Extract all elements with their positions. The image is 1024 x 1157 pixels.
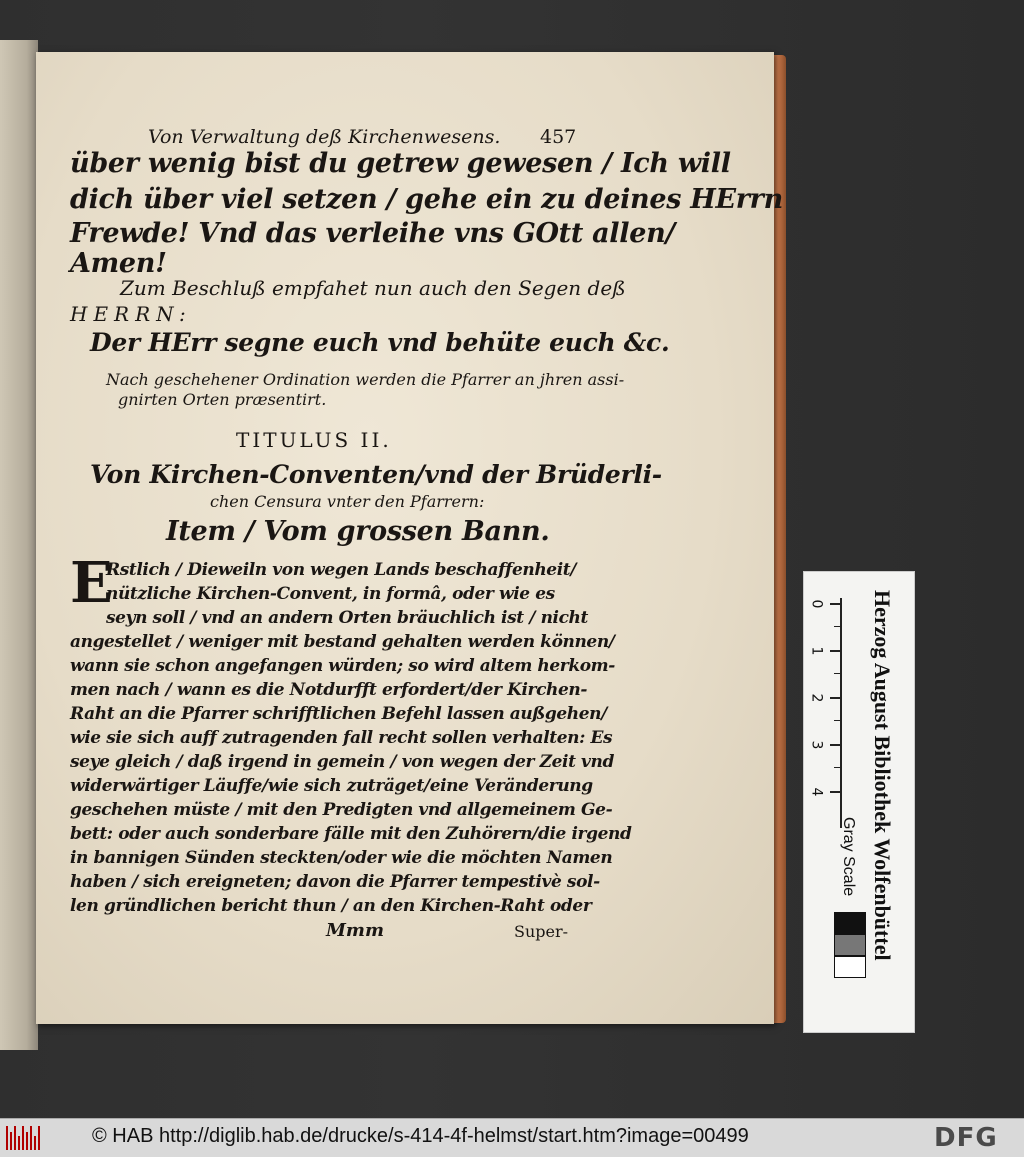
book-page [36, 52, 783, 1024]
body-line: haben / sich ereigneten; davon die Pfarrer tempestivè sol- [70, 872, 600, 892]
ruler-number: 2 [808, 693, 825, 703]
swatch-white [834, 956, 866, 978]
body-line: Rstlich / Dieweiln von wegen Lands beschaffenheit/ [106, 560, 577, 580]
body-line: seyn soll / vnd an andern Orten bräuchlich ist / nicht [106, 608, 588, 628]
gray-scale-label: Gray Scale [840, 817, 857, 897]
body-line: men nach / wann es die Notdurfft erfordert/der Kirchen- [70, 680, 588, 700]
footer-bar [0, 1118, 1024, 1157]
dfg-logo: DFG [934, 1123, 998, 1153]
signature-mark: Mmm [326, 920, 385, 941]
running-header: Von Verwaltung deß Kirchenwesens. [148, 126, 501, 148]
previous-page-edge [0, 40, 38, 1050]
text-line: Nach geschehener Ordination werden die Pfarrer an jhren assi- [106, 370, 625, 389]
body-line: len gründlichen bericht thun / an den Kirchen-Raht oder [70, 896, 592, 916]
drop-cap: E [70, 550, 113, 616]
text-line: gnirten Orten præsentirt. [118, 390, 327, 409]
body-line: bett: oder auch sonderbare fälle mit den Zuhörern/die irgend [70, 824, 632, 844]
text-line: über wenig bist du getrew gewesen / Ich will [70, 148, 731, 179]
body-line: widerwärtiger Läuffe/wie sich zuträget/eine Veränderung [70, 776, 593, 796]
body-line: angestellet / weniger mit bestand gehalten werden können/ [70, 632, 615, 652]
section-heading: Von Kirchen-Conventen/vnd der Brüderli- [90, 460, 662, 489]
body-line: wie sie sich auff zutragenden fall recht sollen verhalten: Es [70, 728, 613, 748]
body-line: in bannigen Sünden steckten/oder wie die möchten Namen [70, 848, 613, 868]
page-number: 457 [540, 126, 577, 148]
text-line: dich über viel setzen / gehe ein zu deines HErrn [70, 184, 783, 215]
swatch-black [834, 912, 866, 934]
body-line: seye gleich / daß irgend in gemein / von wegen der Zeit vnd [70, 752, 614, 772]
ruler-number: 0 [808, 599, 825, 609]
ruler-number: 1 [808, 646, 825, 656]
barcode-icon [6, 1126, 46, 1150]
library-name: Herzog August Bibliothek Wolfenbüttel [870, 590, 895, 961]
ruler-number: 4 [808, 787, 825, 797]
copyright-link[interactable]: © HAB http://diglib.hab.de/drucke/s-414-4f-helmst/start.htm?image=00499 [92, 1125, 749, 1147]
ruler-number: 3 [808, 740, 825, 750]
catchword: Super- [514, 922, 569, 941]
color-target-card [803, 571, 915, 1033]
section-heading: chen Censura vnter den Pfarrern: [210, 492, 485, 511]
text-line: Frewde! Vnd das verleihe vns GOtt allen/ [70, 218, 675, 249]
body-line: wann sie schon angefangen würden; so wird altem herkom- [70, 656, 615, 676]
body-line: Raht an die Pfarrer schrifftlichen Befehl lassen außgehen/ [70, 704, 607, 724]
titulus: TITULUS II. [236, 428, 392, 452]
body-line: geschehen müste / mit den Predigten vnd allgemeinem Ge- [70, 800, 613, 820]
text-line: HERRN: [70, 302, 192, 326]
swatch-gray [834, 934, 866, 956]
text-line: Der HErr segne euch vnd behüte euch &c. [90, 328, 670, 357]
ruler [808, 598, 854, 828]
text-line: Zum Beschluß empfahet nun auch den Segen deß [120, 276, 626, 300]
body-line: nützliche Kirchen-Convent, in formâ, oder wie es [106, 584, 555, 604]
section-heading: Item / Vom grossen Bann. [166, 516, 550, 547]
text-line: Amen! [70, 248, 167, 279]
